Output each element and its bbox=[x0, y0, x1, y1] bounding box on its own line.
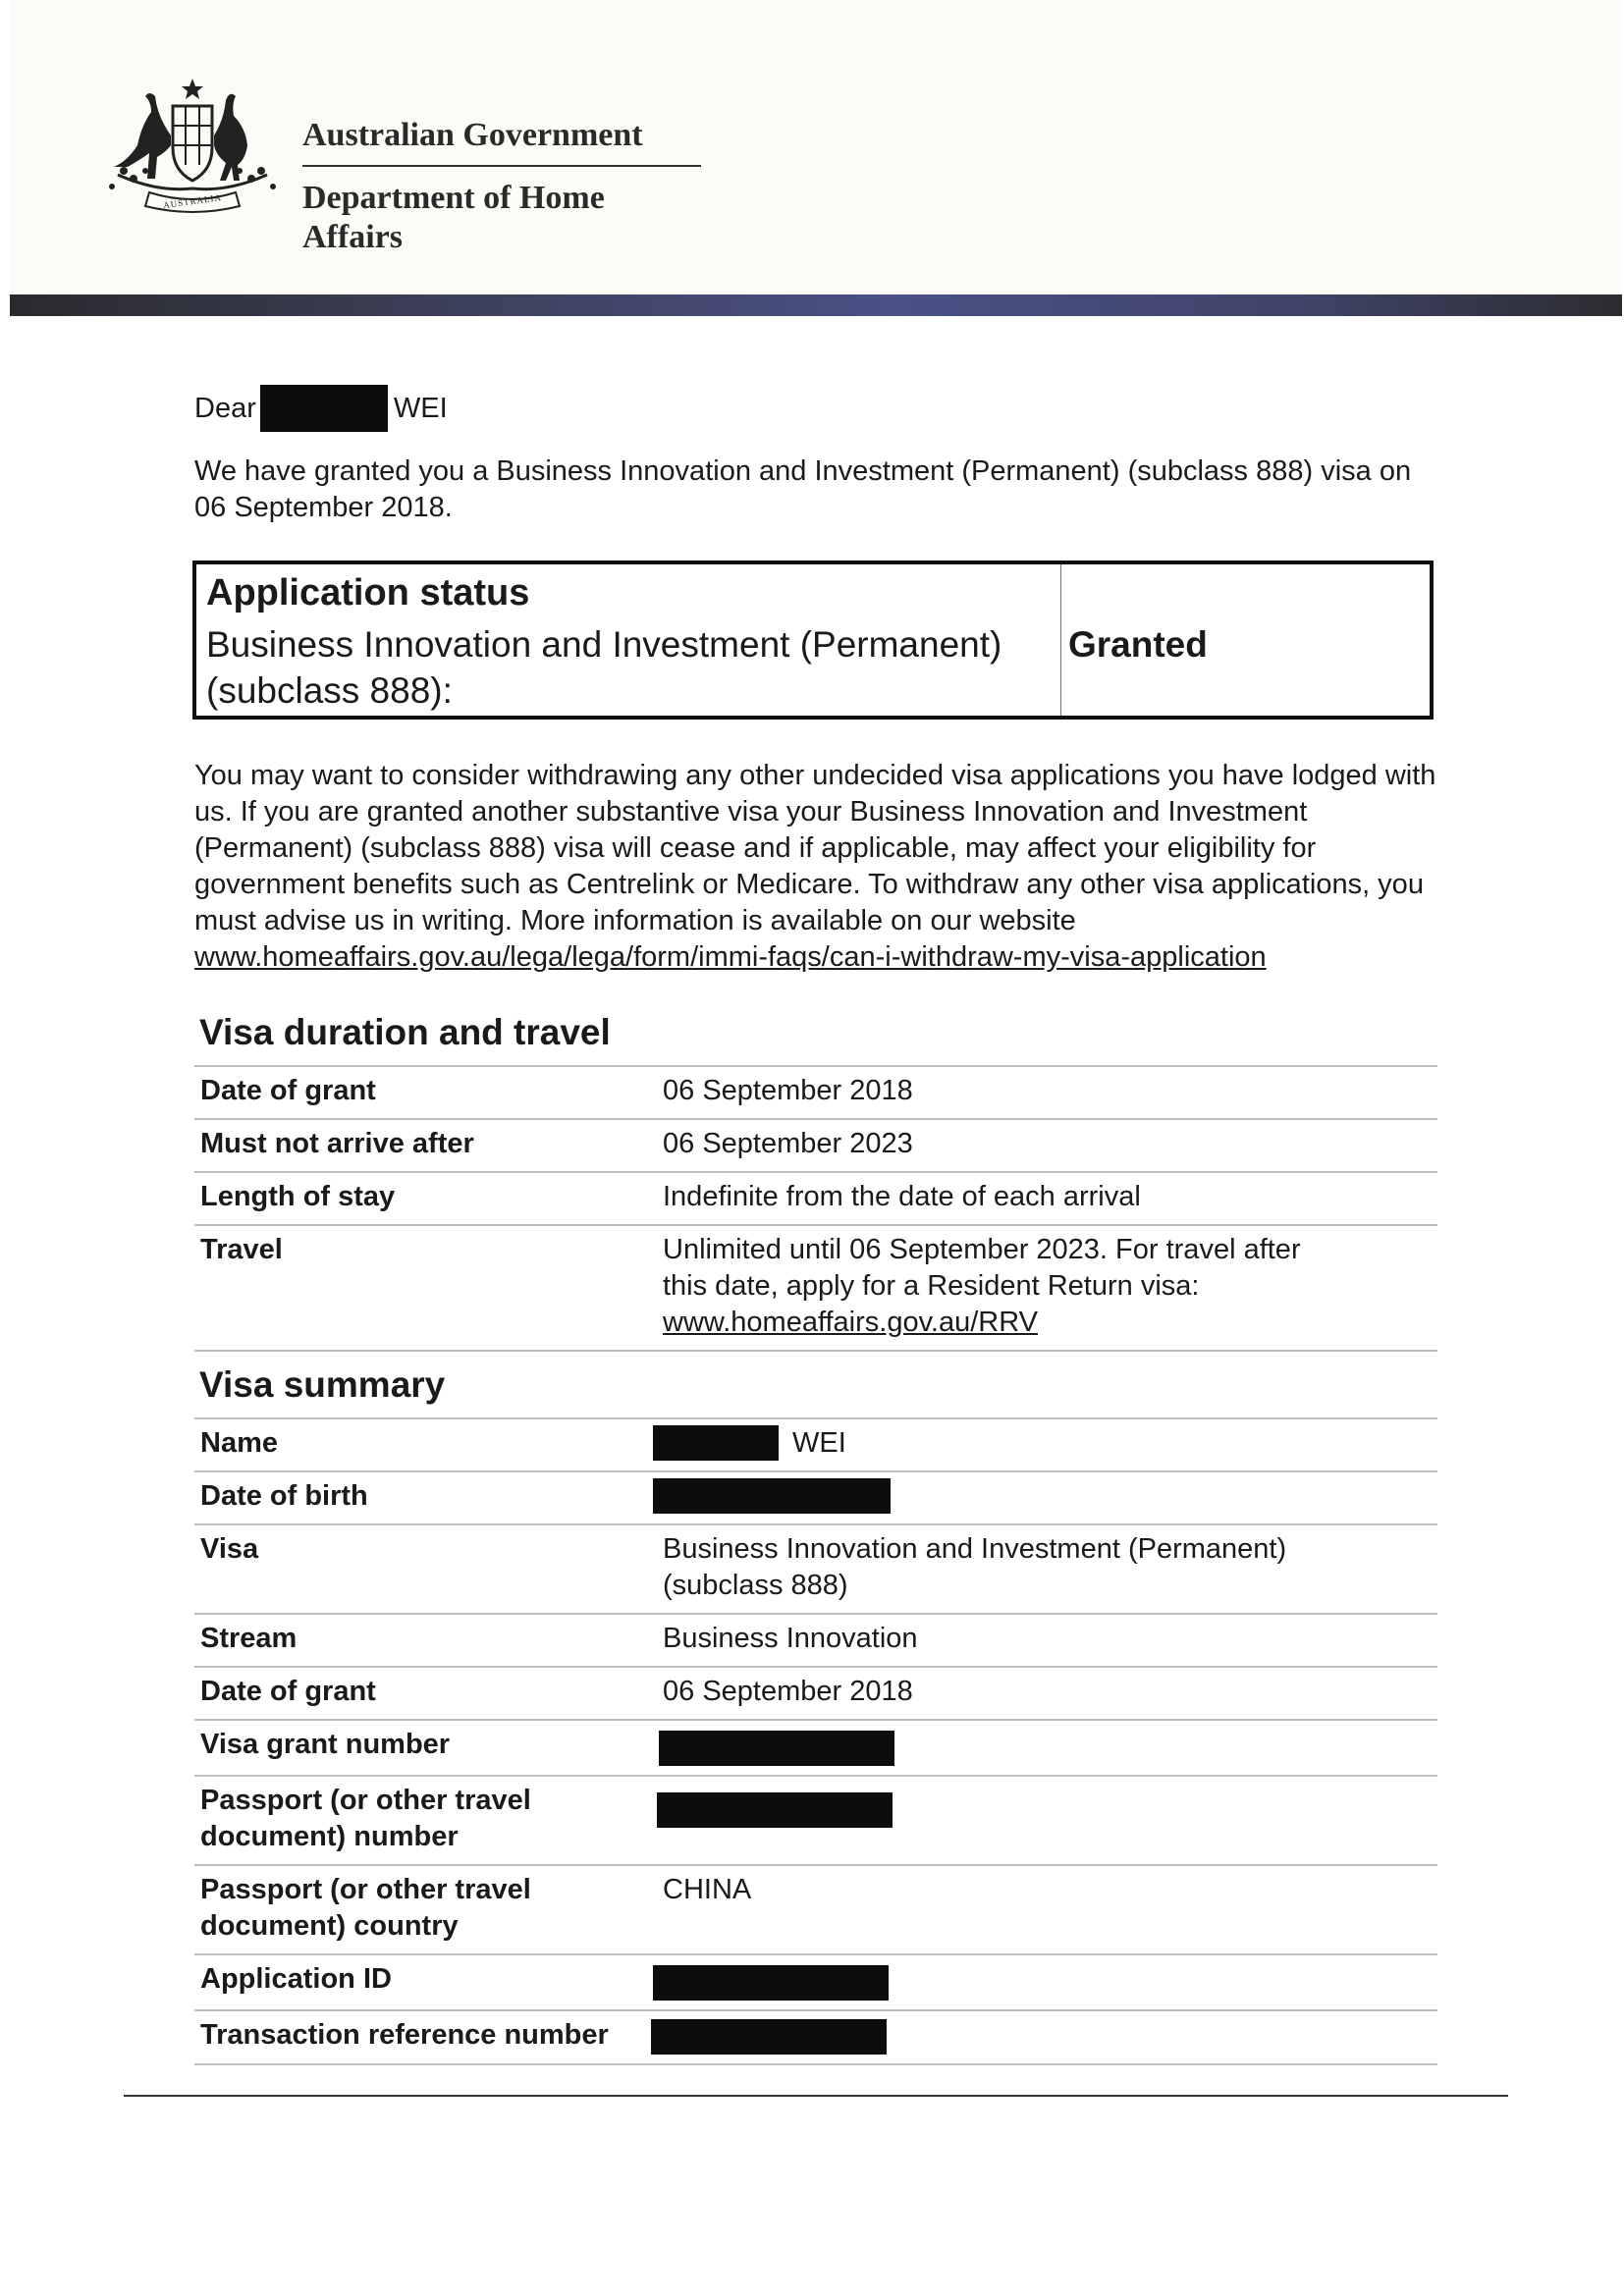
salutation-prefix: Dear bbox=[194, 393, 256, 424]
row-value bbox=[653, 1225, 1437, 1351]
row-value bbox=[653, 1471, 1437, 1524]
withdraw-notice bbox=[194, 758, 1441, 976]
passport-number-label: Passport (or other travel document) number bbox=[200, 1785, 531, 1852]
redacted-grant-number bbox=[659, 1731, 894, 1766]
row-value: CHINA bbox=[653, 1865, 1437, 1954]
resident-return-link[interactable]: www.homeaffairs.gov.au/RRV bbox=[663, 1307, 1039, 1338]
row-label: Application ID bbox=[194, 1954, 653, 2010]
row-label: Date of grant bbox=[194, 1066, 653, 1119]
grant-intro: We have granted you a Business Innovation and Investment (Permanent) (subclass 888) visa on 06 September 2018. bbox=[194, 455, 1412, 523]
status-label: Business Innovation and Investment (Permanent) (subclass 888): bbox=[206, 624, 1002, 711]
row-value: Business Innovation bbox=[653, 1614, 1437, 1667]
withdraw-notice-text: You may want to consider withdrawing any other undecided visa applications you have lodged with us. If you are granted another substantive visa your Business Innovation and Investment (Permanent) (subclass 888) visa will cease and if applicable, may affect your eligibility for government benefits such as Centrelink or Medicare. To withdraw any other visa applications, you must advise us in writing. More information is available on our website bbox=[194, 760, 1436, 936]
row-value bbox=[653, 2010, 1437, 2064]
table-row bbox=[194, 1119, 1437, 1172]
table-row bbox=[194, 1776, 1437, 1865]
redacted-application-id bbox=[653, 1965, 889, 2001]
table-row bbox=[194, 1471, 1437, 1524]
row-value: Indefinite from the date of each arrival bbox=[653, 1172, 1437, 1225]
table-row bbox=[194, 1720, 1437, 1776]
visa-summary-table bbox=[194, 1417, 1437, 2065]
visa-duration-table bbox=[194, 1065, 1437, 1352]
redacted-given-name bbox=[653, 1425, 779, 1461]
table-row bbox=[194, 1524, 1437, 1614]
row-label: Length of stay bbox=[194, 1172, 653, 1225]
redacted-given-name bbox=[260, 385, 388, 432]
agency-wordmark bbox=[302, 116, 701, 257]
table-row bbox=[194, 1954, 1437, 2010]
redacted-passport-number bbox=[657, 1792, 893, 1828]
status-heading: Application status bbox=[206, 572, 530, 614]
row-label: Date of birth bbox=[194, 1471, 653, 1524]
application-status-box bbox=[192, 561, 1434, 720]
row-value bbox=[653, 1418, 1437, 1471]
table-row bbox=[194, 1225, 1437, 1351]
visa-duration-heading: Visa duration and travel bbox=[199, 1012, 611, 1052]
row-label bbox=[194, 1776, 653, 1865]
crest-motto: AUSTRALIA bbox=[162, 191, 223, 211]
table-row bbox=[194, 1066, 1437, 1119]
salutation bbox=[194, 385, 448, 432]
visa-summary-heading: Visa summary bbox=[199, 1364, 446, 1405]
row-label: Name bbox=[194, 1418, 653, 1471]
row-value bbox=[653, 1720, 1437, 1776]
table-row bbox=[194, 1614, 1437, 1667]
footer-rule bbox=[124, 2095, 1508, 2097]
row-value: 06 September 2018 bbox=[653, 1066, 1437, 1119]
redacted-date-of-birth bbox=[653, 1478, 891, 1514]
row-label: Stream bbox=[194, 1614, 653, 1667]
letterhead-band bbox=[10, 294, 1622, 316]
table-row bbox=[194, 1418, 1437, 1471]
passport-country-label: Passport (or other travel document) country bbox=[200, 1874, 531, 1942]
visa-name: Business Innovation and Investment (Permanent) (subclass 888) bbox=[663, 1533, 1287, 1601]
row-value bbox=[653, 1776, 1437, 1865]
row-value: 06 September 2023 bbox=[653, 1119, 1437, 1172]
salutation-surname: WEI bbox=[393, 393, 448, 424]
travel-text: Unlimited until 06 September 2023. For travel after this date, apply for a Resident Return visa: bbox=[663, 1234, 1301, 1302]
row-label: Visa grant number bbox=[194, 1720, 653, 1776]
row-label: Visa bbox=[194, 1524, 653, 1614]
withdraw-info-link[interactable]: www.homeaffairs.gov.au/lega/lega/form/immi-faqs/can-i-withdraw-my-visa-application bbox=[194, 941, 1267, 973]
row-label: Must not arrive after bbox=[194, 1119, 653, 1172]
row-label bbox=[194, 1865, 653, 1954]
redacted-transaction-reference bbox=[651, 2019, 887, 2055]
agency-name: Australian Government bbox=[302, 116, 701, 167]
name-surname: WEI bbox=[792, 1427, 846, 1459]
row-value: 06 September 2018 bbox=[653, 1667, 1437, 1720]
table-row bbox=[194, 1865, 1437, 1954]
department-name: Department of Home Affairs bbox=[302, 180, 605, 255]
row-label: Date of grant bbox=[194, 1667, 653, 1720]
table-row bbox=[194, 1172, 1437, 1225]
status-value: Granted bbox=[1068, 624, 1208, 665]
row-value bbox=[653, 1524, 1437, 1614]
status-divider bbox=[1060, 564, 1061, 716]
row-label: Transaction reference number bbox=[194, 2010, 653, 2064]
row-value bbox=[653, 1954, 1437, 2010]
row-label: Travel bbox=[194, 1225, 653, 1351]
table-row bbox=[194, 1667, 1437, 1720]
table-row bbox=[194, 2010, 1437, 2064]
